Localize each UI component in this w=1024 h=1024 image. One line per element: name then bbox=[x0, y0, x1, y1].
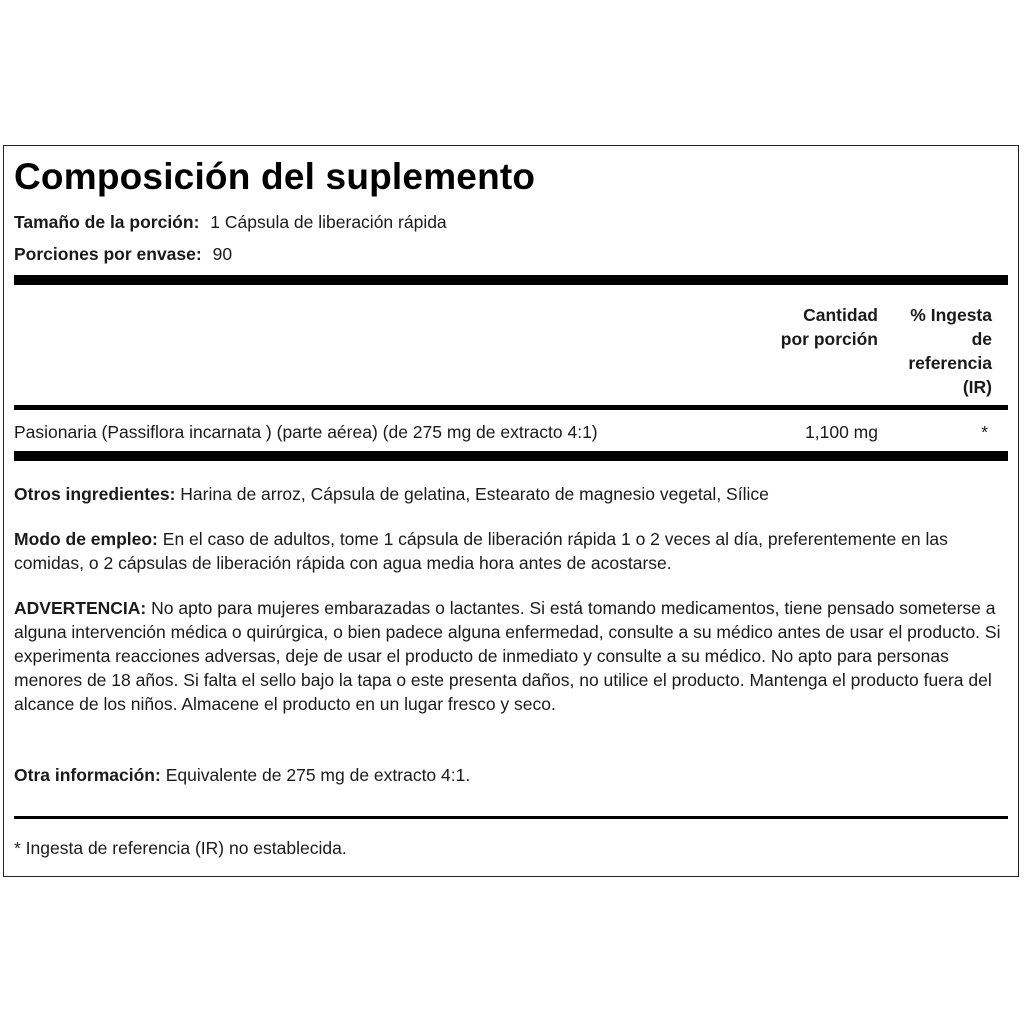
other-ingredients bbox=[14, 482, 1008, 506]
other-ingredients-label: Otros ingredientes: bbox=[14, 484, 176, 504]
usage-text: En el caso de adultos, tome 1 cápsula de liberación rápida 1 o 2 veces al día, preferentemente en las comidas, o 2 cápsulas de liberación rápida con agua media hora antes de acostarse. bbox=[14, 529, 948, 573]
ingredient-name: Pasionaria (Passiflora incarnata ) (parte aérea) (de 275 mg de extracto 4:1) bbox=[14, 422, 598, 442]
supplement-facts-panel bbox=[3, 145, 1019, 877]
reference-intake-header bbox=[908, 303, 992, 399]
servings-per-container-row bbox=[14, 244, 232, 265]
servings-per-container-value: 90 bbox=[212, 244, 233, 264]
warning-label: ADVERTENCIA: bbox=[14, 598, 147, 618]
ir-header-line2: de bbox=[971, 329, 992, 349]
serving-size-label: Tamaño de la porción: bbox=[14, 212, 200, 232]
serving-size-row bbox=[14, 212, 447, 233]
amount-header-line1: Cantidad bbox=[803, 305, 878, 325]
footnote-divider bbox=[14, 816, 1008, 819]
other-info-label: Otra información: bbox=[14, 765, 161, 785]
ingredient-ir: * bbox=[981, 422, 988, 442]
warning bbox=[14, 596, 1008, 716]
medium-divider bbox=[14, 405, 1008, 410]
servings-per-container-label: Porciones por envase: bbox=[14, 244, 202, 264]
ingredient-amount: 1,100 mg bbox=[805, 422, 878, 442]
ir-header-line4: (IR) bbox=[962, 377, 992, 397]
amount-per-serving-header bbox=[781, 303, 878, 351]
other-info-text: Equivalente de 275 mg de extracto 4:1. bbox=[165, 765, 471, 785]
panel-title: Composición del suplemento bbox=[14, 156, 536, 197]
other-ingredients-text: Harina de arroz, Cápsula de gelatina, Estearato de magnesio vegetal, Sílice bbox=[180, 484, 769, 504]
ir-header-line3: referencia bbox=[908, 353, 992, 373]
footnote: * Ingesta de referencia (IR) no establecida. bbox=[14, 838, 347, 858]
thick-divider-bottom bbox=[14, 451, 1008, 461]
thick-divider-top bbox=[14, 275, 1008, 285]
usage-directions bbox=[14, 527, 1008, 575]
warning-text: No apto para mujeres embarazadas o lactantes. Si está tomando medicamentos, tiene pensado someterse a alguna intervención médica o quirúrgica, o bien padece alguna enfermedad, consulte a su médico antes de usar el producto. Si experimenta reacciones adversas, deje de usar el producto de inmediato y consulte a su médico. No apto para personas menores de 18 años. Si falta el sello bajo la tapa o este presenta daños, no utilice el producto. Mantenga el producto fuera del alcance de los niños. Almacene el producto en un lugar fresco y seco. bbox=[14, 598, 1001, 714]
ir-header-line1: % Ingesta bbox=[910, 305, 992, 325]
table-row bbox=[14, 422, 598, 443]
usage-label: Modo de empleo: bbox=[14, 529, 158, 549]
amount-header-line2: por porción bbox=[780, 329, 878, 349]
serving-size-value: 1 Cápsula de liberación rápida bbox=[210, 212, 447, 232]
other-info bbox=[14, 763, 1008, 787]
